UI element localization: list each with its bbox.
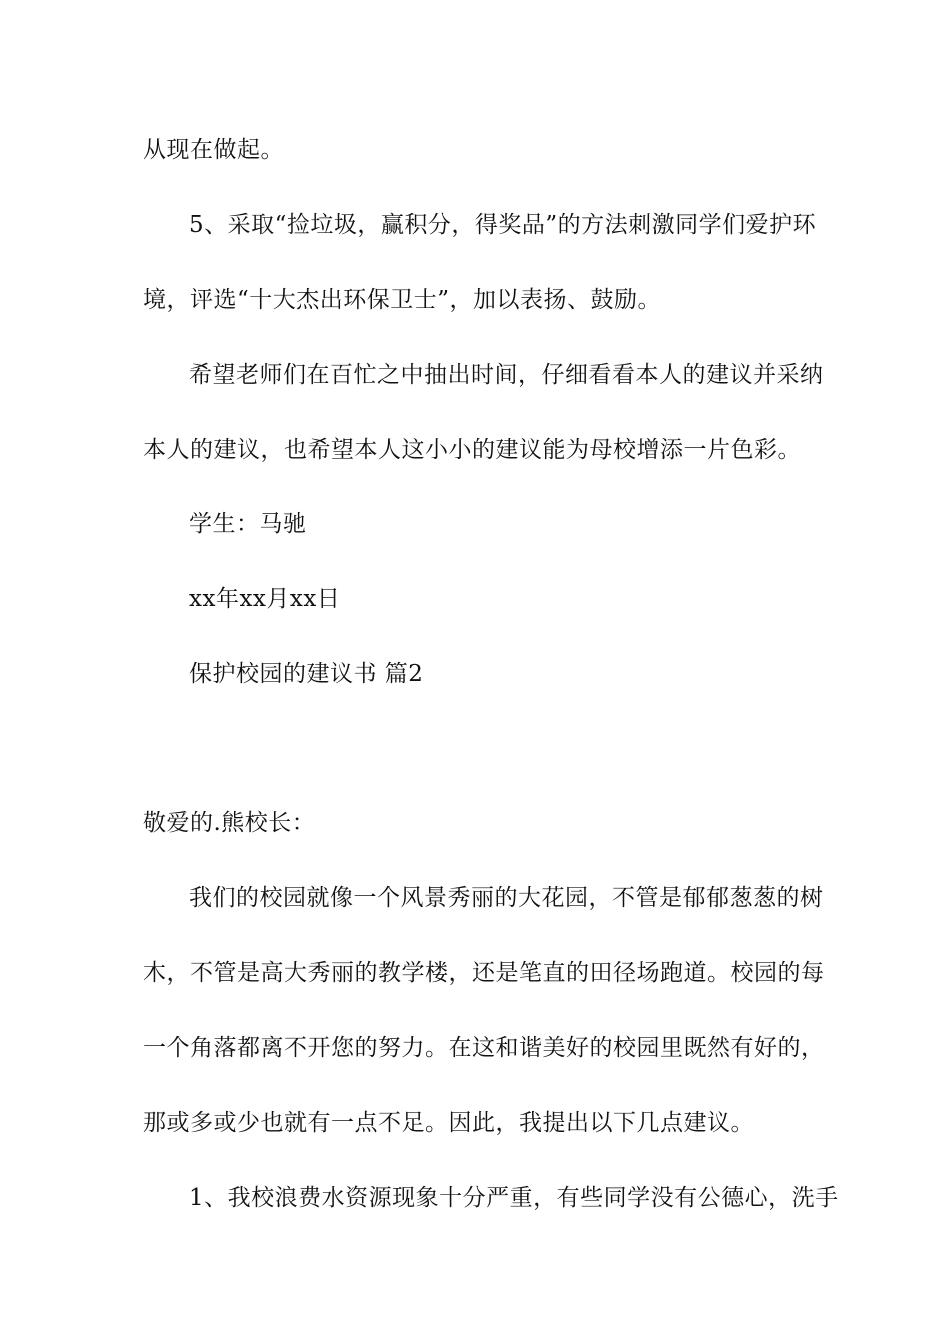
paragraph-line: 我们的校园就像一个风景秀丽的大花园，不管是郁郁葱葱的树 (189, 885, 824, 911)
paragraph-line: 那或多或少也就有一点不足。因此，我提出以下几点建议。 (143, 1110, 754, 1136)
paragraph-line: 希望老师们在百忙之中抽出时间，仔细看看本人的建议并采纳 (189, 362, 824, 388)
paragraph-line: 木，不管是高大秀丽的教学楼，还是笔直的田径场跑道。校园的每 (143, 960, 825, 986)
paragraph-line: 5、采取“捡垃圾，赢积分，得奖品”的方法刺激同学们爱护环 (189, 212, 817, 238)
paragraph-line: 一个角落都离不开您的努力。在这和谐美好的校园里既然有好的， (143, 1035, 825, 1061)
salutation-line: 敬爱的.熊校长： (143, 810, 316, 836)
date-line: xx年xx月xx日 (189, 586, 341, 612)
signature-line: 学生：马驰 (189, 511, 307, 537)
section-title: 保护校园的建议书 篇2 (189, 661, 424, 687)
paragraph-line: 境，评选“十大杰出环保卫士”，加以表扬、鼓励。 (143, 287, 662, 313)
paragraph-line: 1、我校浪费水资源现象十分严重，有些同学没有公德心，洗手 (189, 1185, 839, 1211)
paragraph-line: 从现在做起。 (143, 137, 284, 163)
paragraph-line: 本人的建议，也希望本人这小小的建议能为母校增添一片色彩。 (143, 437, 801, 463)
